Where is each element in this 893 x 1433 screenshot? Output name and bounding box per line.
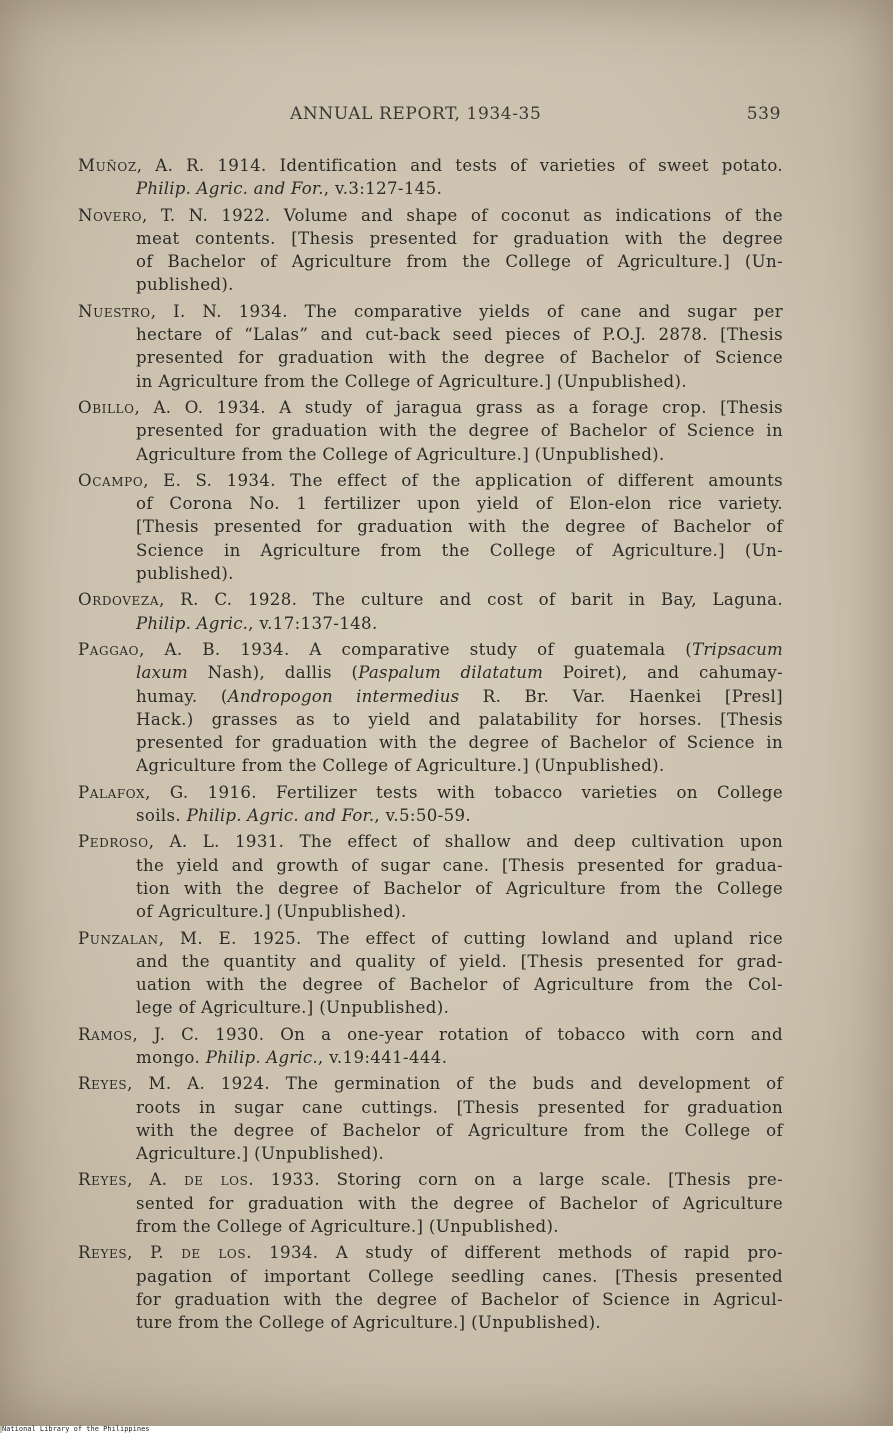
author-name: Muñoz [78, 156, 137, 175]
entry-text: Hack.) grasses as to yield and palatability for horses. [Thesis [136, 709, 783, 729]
entry-text: , A. L. 1931. The effect of shallow and deep cultivation upon [148, 832, 783, 852]
entry-text: , T. N. 1922. Volume and shape of coconut as indications of the [142, 205, 783, 225]
entry-line [78, 1119, 783, 1142]
entry-text: soils. [136, 806, 187, 826]
entry-text: humay. ( [136, 686, 228, 706]
author-name: de los [184, 1170, 249, 1190]
entry-line [78, 854, 783, 877]
page-header [0, 104, 893, 128]
entry-line [78, 1265, 783, 1288]
entry-text: , G. 1916. Fertilizer tests with tobacco varieties on College [145, 782, 783, 802]
entry-line [78, 419, 783, 442]
bibliography-entry-nuestro [78, 300, 783, 393]
entry-text: with the degree of Bachelor of Agriculture from the College of [136, 1120, 783, 1140]
entry-line [78, 323, 783, 346]
entry-text: roots in sugar cane cuttings. [Thesis presented for graduation [136, 1097, 783, 1117]
entry-line [78, 562, 783, 585]
entry-line [78, 1046, 783, 1069]
entry-text: the yield and growth of sugar cane. [Thesis presented for gradua- [136, 855, 783, 875]
author-name: Reyes [78, 1243, 128, 1263]
entry-text: , I. N. 1934. The comparative yields of cane and sugar per [150, 301, 783, 321]
entry-text: Agriculture.] (Unpublished). [136, 1144, 385, 1164]
entry-text: , A. B. 1934. A comparative study of guatemala ( [139, 639, 693, 659]
italic-text: Paspalum dilatatum [358, 663, 544, 683]
entry-line [78, 661, 783, 684]
entry-line [78, 900, 783, 923]
entry-line [78, 154, 783, 177]
entry-line [78, 396, 783, 419]
bibliography-entry-munoz [78, 154, 783, 201]
author-name: Reyes [78, 1170, 128, 1190]
entry-text: , R. C. 1928. The culture and cost of barit in Bay, Laguna. [159, 590, 783, 610]
entry-line [78, 1168, 783, 1191]
bibliography-entry-reyes-a [78, 1168, 783, 1238]
entry-text: for graduation with the degree of Bachelor of Science in Agricul- [136, 1289, 783, 1309]
entry-line [78, 250, 783, 273]
entry-text: , A. R. 1914. Identification and tests of varieties of sweet potato. [136, 156, 783, 175]
author-name: Ocampo [78, 470, 144, 490]
entry-text: , v.5:50-59. [374, 806, 472, 826]
entry-line [78, 1311, 783, 1334]
entry-text: . 1933. Storing corn on a large scale. [Thesis pre- [248, 1170, 783, 1190]
entry-text: Agriculture from the College of Agriculture.] (Unpublished). [136, 444, 665, 464]
entry-line [78, 804, 783, 827]
italic-text: Philip. Agric. and For. [136, 179, 324, 199]
bibliography-entry-novero [78, 204, 783, 297]
entry-line [78, 950, 783, 973]
author-name: Ordoveza [78, 590, 160, 610]
author-name: Punzalan [78, 928, 159, 948]
entry-line [78, 1096, 783, 1119]
italic-text: laxum [136, 663, 188, 683]
entry-line [78, 877, 783, 900]
entry-text: ture from the College of Agriculture.] (Unpublished). [136, 1313, 602, 1333]
italic-text: Philip. Agric. [205, 1047, 318, 1067]
bibliography-entry-reyes-p [78, 1241, 783, 1334]
entry-text: meat contents. [Thesis presented for graduation with the degree [136, 228, 783, 248]
italic-text: Tripsacum [692, 639, 783, 659]
entry-line [78, 177, 783, 200]
entry-text: Poiret), and cahumay- [543, 663, 784, 683]
entry-line [78, 996, 783, 1019]
entry-text: hectare of “Lalas” and cut-back seed pieces of P.O.J. 2878. [Thesis [136, 325, 783, 345]
entry-text: of Corona No. 1 fertilizer upon yield of Elon-elon rice variety. [136, 494, 783, 514]
entry-text: Nash), dallis ( [187, 663, 359, 683]
entry-line [78, 1023, 783, 1046]
entry-line [78, 830, 783, 853]
entry-text: of Bachelor of Agriculture from the College of Agriculture.] (Un- [136, 252, 783, 272]
entry-text: , P. [127, 1243, 182, 1263]
page-number: 539 [746, 104, 781, 124]
bibliography-entry-reyes-ma [78, 1072, 783, 1165]
entry-line [78, 754, 783, 777]
entry-text: in Agriculture from the College of Agriculture.] (Unpublished). [136, 371, 687, 391]
entry-text: . 1934. A study of different methods of rapid pro- [246, 1243, 783, 1263]
entry-line [78, 1072, 783, 1095]
entry-text: , v.17:137-148. [248, 613, 378, 633]
entry-text: of Agriculture.] (Unpublished). [136, 902, 407, 922]
bibliography-list [78, 154, 783, 1338]
entry-line [78, 443, 783, 466]
entry-text: Science in Agriculture from the College of Agriculture.] (Un- [136, 540, 783, 560]
entry-line [78, 227, 783, 250]
entry-text: , A. [127, 1170, 185, 1190]
entry-text: presented for graduation with the degree of Bachelor of Science in [136, 733, 783, 753]
italic-text: Andropogon intermedius [227, 686, 460, 706]
bibliography-entry-ramos [78, 1023, 783, 1070]
entry-line [78, 781, 783, 804]
entry-text: sented for graduation with the degree of Bachelor of Agriculture [136, 1193, 783, 1213]
entry-text: presented for graduation with the degree of Bachelor of Science in [136, 421, 783, 441]
entry-text: , E. S. 1934. The effect of the application of different amounts [143, 470, 783, 490]
bibliography-entry-pedroso [78, 830, 783, 923]
entry-text: , J. C. 1930. On a one-year rotation of tobacco with corn and [132, 1024, 783, 1044]
running-head: ANNUAL REPORT, 1934-35 [290, 104, 542, 124]
entry-line [78, 731, 783, 754]
entry-line [78, 469, 783, 492]
entry-line [78, 927, 783, 950]
entry-line [78, 370, 783, 393]
entry-line [78, 1142, 783, 1165]
author-name: de los [181, 1243, 247, 1263]
bibliography-entry-palafox [78, 781, 783, 828]
author-name: Reyes [78, 1074, 128, 1094]
author-name: Ramos [78, 1024, 133, 1044]
entry-text: [Thesis presented for graduation with the degree of Bachelor of [136, 517, 783, 537]
entry-text: published). [136, 564, 234, 584]
entry-line [78, 204, 783, 227]
author-name: Obillo [78, 397, 135, 417]
entry-line [78, 515, 783, 538]
entry-text: published). [136, 275, 234, 295]
entry-text: pagation of important College seedling canes. [Thesis presented [136, 1266, 783, 1286]
entry-line [78, 300, 783, 323]
author-name: Paggao [78, 639, 140, 659]
entry-line [78, 973, 783, 996]
entry-text: , M. E. 1925. The effect of cutting lowland and upland rice [158, 928, 783, 948]
entry-line [78, 708, 783, 731]
bibliography-entry-ocampo [78, 469, 783, 585]
author-name: Nuestro [78, 301, 151, 321]
entry-line [78, 1192, 783, 1215]
entry-text: from the College of Agriculture.] (Unpublished). [136, 1217, 559, 1237]
author-name: Novero [78, 205, 143, 225]
entry-line [78, 612, 783, 635]
entry-line [78, 1288, 783, 1311]
entry-text: , v.3:127-145. [323, 179, 443, 199]
library-credit: National Library of the Philippines [2, 1426, 893, 1433]
bibliography-entry-obillo [78, 396, 783, 466]
entry-line [78, 588, 783, 611]
entry-text: , v.19:441-444. [317, 1047, 448, 1067]
bibliography-entry-paggao [78, 638, 783, 778]
entry-line [78, 346, 783, 369]
entry-text: uation with the degree of Bachelor of Agriculture from the Col- [136, 975, 783, 995]
author-name: Palafox [78, 782, 146, 802]
entry-line [78, 273, 783, 296]
entry-line [78, 492, 783, 515]
bibliography-entry-ordoveza [78, 588, 783, 635]
italic-text: Philip. Agric. and For. [186, 806, 375, 826]
entry-text: tion with the degree of Bachelor of Agriculture from the College [136, 878, 783, 898]
entry-text: and the quantity and quality of yield. [Thesis presented for grad- [136, 951, 783, 971]
entry-text: , A. O. 1934. A study of jaragua grass as a forage crop. [Thesis [134, 397, 783, 417]
entry-line [78, 685, 783, 708]
author-name: Pedroso [78, 832, 149, 852]
entry-line [78, 1215, 783, 1238]
entry-line [78, 1241, 783, 1264]
entry-text: mongo. [136, 1047, 206, 1067]
entry-text: , M. A. 1924. The germination of the buds and development of [127, 1074, 783, 1094]
entry-text: lege of Agriculture.] (Unpublished). [136, 998, 450, 1018]
entry-text: Agriculture from the College of Agriculture.] (Unpublished). [136, 756, 665, 776]
entry-text: R. Br. Var. Haenkei [Presl] [459, 686, 784, 706]
entry-line [78, 638, 783, 661]
entry-line [78, 539, 783, 562]
italic-text: Philip. Agric. [136, 613, 249, 633]
entry-text: presented for graduation with the degree of Bachelor of Science [136, 348, 783, 368]
bibliography-entry-punzalan [78, 927, 783, 1020]
